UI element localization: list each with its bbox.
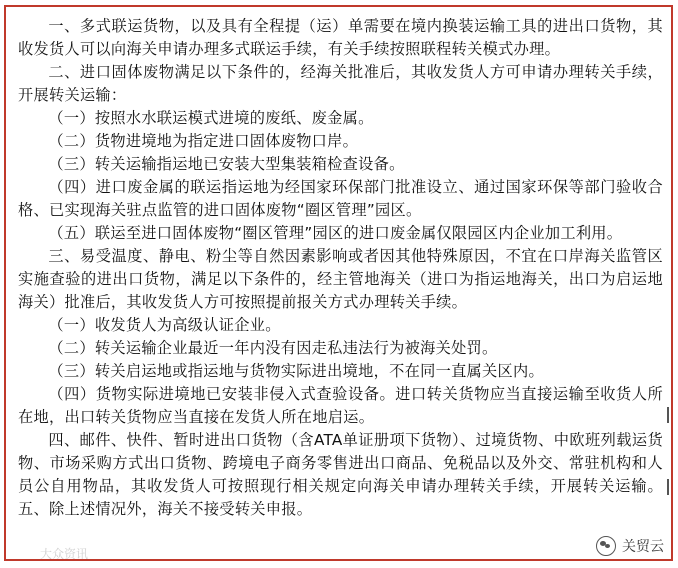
paragraph-2-item-5: （五）联运至进口固体废物“圈区管理”园区的进口废金属仅限园区内企业加工利用。 (48, 224, 623, 242)
paragraph-3-item-4: （四）货物实际进境地已安装非侵入式查验设备。进口转关货物应当直接运输至收货人所在地，出口转关货物应当直接在发货人所在地启运。 (18, 385, 663, 426)
paragraph-3-item-2: （二）转关运输企业最近一年内没有因走私违法行为被海关处罚。 (48, 339, 498, 357)
paragraph-2-item-1: （一）按照水水联运模式进境的废纸、废金属。 (48, 109, 374, 127)
watermark-left (40, 545, 88, 562)
paragraph-3-item-3: （三）转关启运地或指运地与货物实际进出境地，不在同一直属关区内。 (48, 362, 544, 380)
paragraph-4: 四、邮件、快件、暂时进出口货物（含ATA单证册项下货物）、过境货物、中欧班列载运货物、市场采购方式出口货物、跨境电子商务零售进出口商品、免税品以及外交、常驻机构和人员公自用物品，其收发货人可按照现行相关规定向海关申请办理转关手续，开展转关运输。五、除上述情况外，海关不接受转关申报。 (18, 431, 663, 518)
edge-mark (667, 407, 669, 423)
watermark-left-text: 大众资讯 (40, 547, 89, 561)
watermark-right (592, 534, 668, 558)
paragraph-3-item-1: （一）收发货人为高级认证企业。 (48, 316, 281, 334)
wechat-logo-icon (596, 536, 616, 556)
paragraph-2-item-2: （二）货物进境地为指定进口固体废物口岸。 (48, 132, 359, 150)
paragraph-1: 一、多式联运货物，以及具有全程提（运）单需要在境内换装运输工具的进出口货物，其收发货人可以向海关申请办理多式联运手续，有关手续按照联程转关模式办理。 (18, 17, 663, 58)
paragraph-2-item-3: （三）转关运输指运地已安装大型集装箱检查设备。 (48, 155, 405, 173)
paragraph-3: 三、易受温度、静电、粉尘等自然因素影响或者因其他特殊原因，不宜在口岸海关监管区实施查验的进出口货物，满足以下条件的，经主管地海关（进口为指运地海关，出口为启运地海关）批准后，其收发货人方可按照提前报关方式办理转关手续。 (18, 247, 663, 311)
watermark-right-text: 关贸云 (622, 539, 664, 555)
document-frame (4, 5, 673, 561)
document-body (18, 15, 663, 521)
paragraph-2-item-4: （四）进口废金属的联运指运地为经国家环保部门批准设立、通过国家环保等部门验收合格、已实现海关驻点监管的进口固体废物“圈区管理”园区。 (18, 178, 663, 219)
paragraph-2: 二、进口固体废物满足以下条件的，经海关批准后，其收发货人方可申请办理转关手续，开展转关运输： (18, 63, 663, 104)
edge-mark (667, 479, 669, 495)
